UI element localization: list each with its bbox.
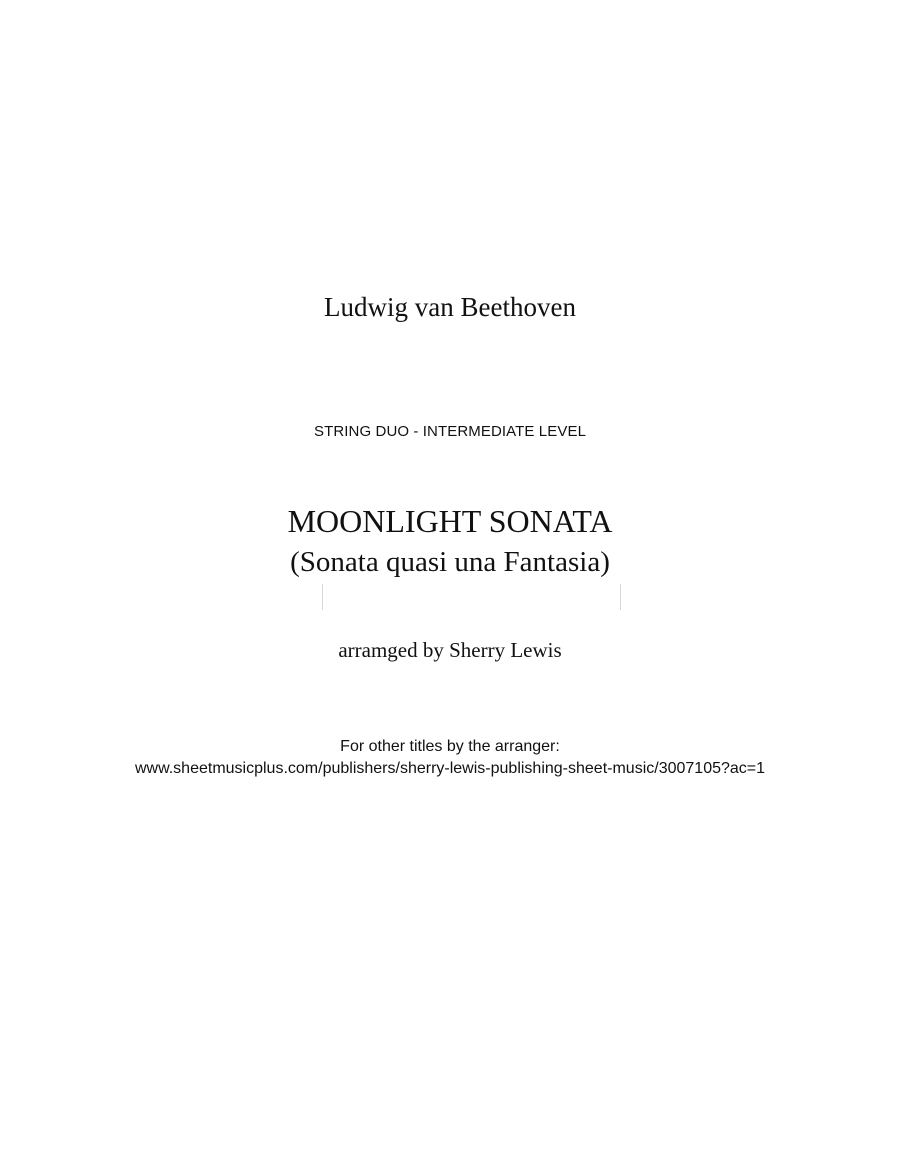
other-titles-label: For other titles by the arranger: bbox=[340, 738, 560, 755]
composer-name: Ludwig van Beethoven bbox=[324, 292, 576, 322]
level-label: STRING DUO - INTERMEDIATE LEVEL bbox=[313, 423, 587, 440]
crop-mark-right bbox=[620, 584, 621, 610]
piece-subtitle: (Sonata quasi una Fantasia) bbox=[290, 546, 610, 578]
arranger-credit: arramged by Sherry Lewis bbox=[338, 638, 562, 662]
publisher-url: www.sheetmusicplus.com/publishers/sherry-lewis-publishing-sheet-music/3007105?ac=1 bbox=[134, 760, 766, 777]
piece-title: MOONLIGHT SONATA bbox=[287, 503, 613, 539]
crop-mark-left bbox=[322, 584, 323, 610]
